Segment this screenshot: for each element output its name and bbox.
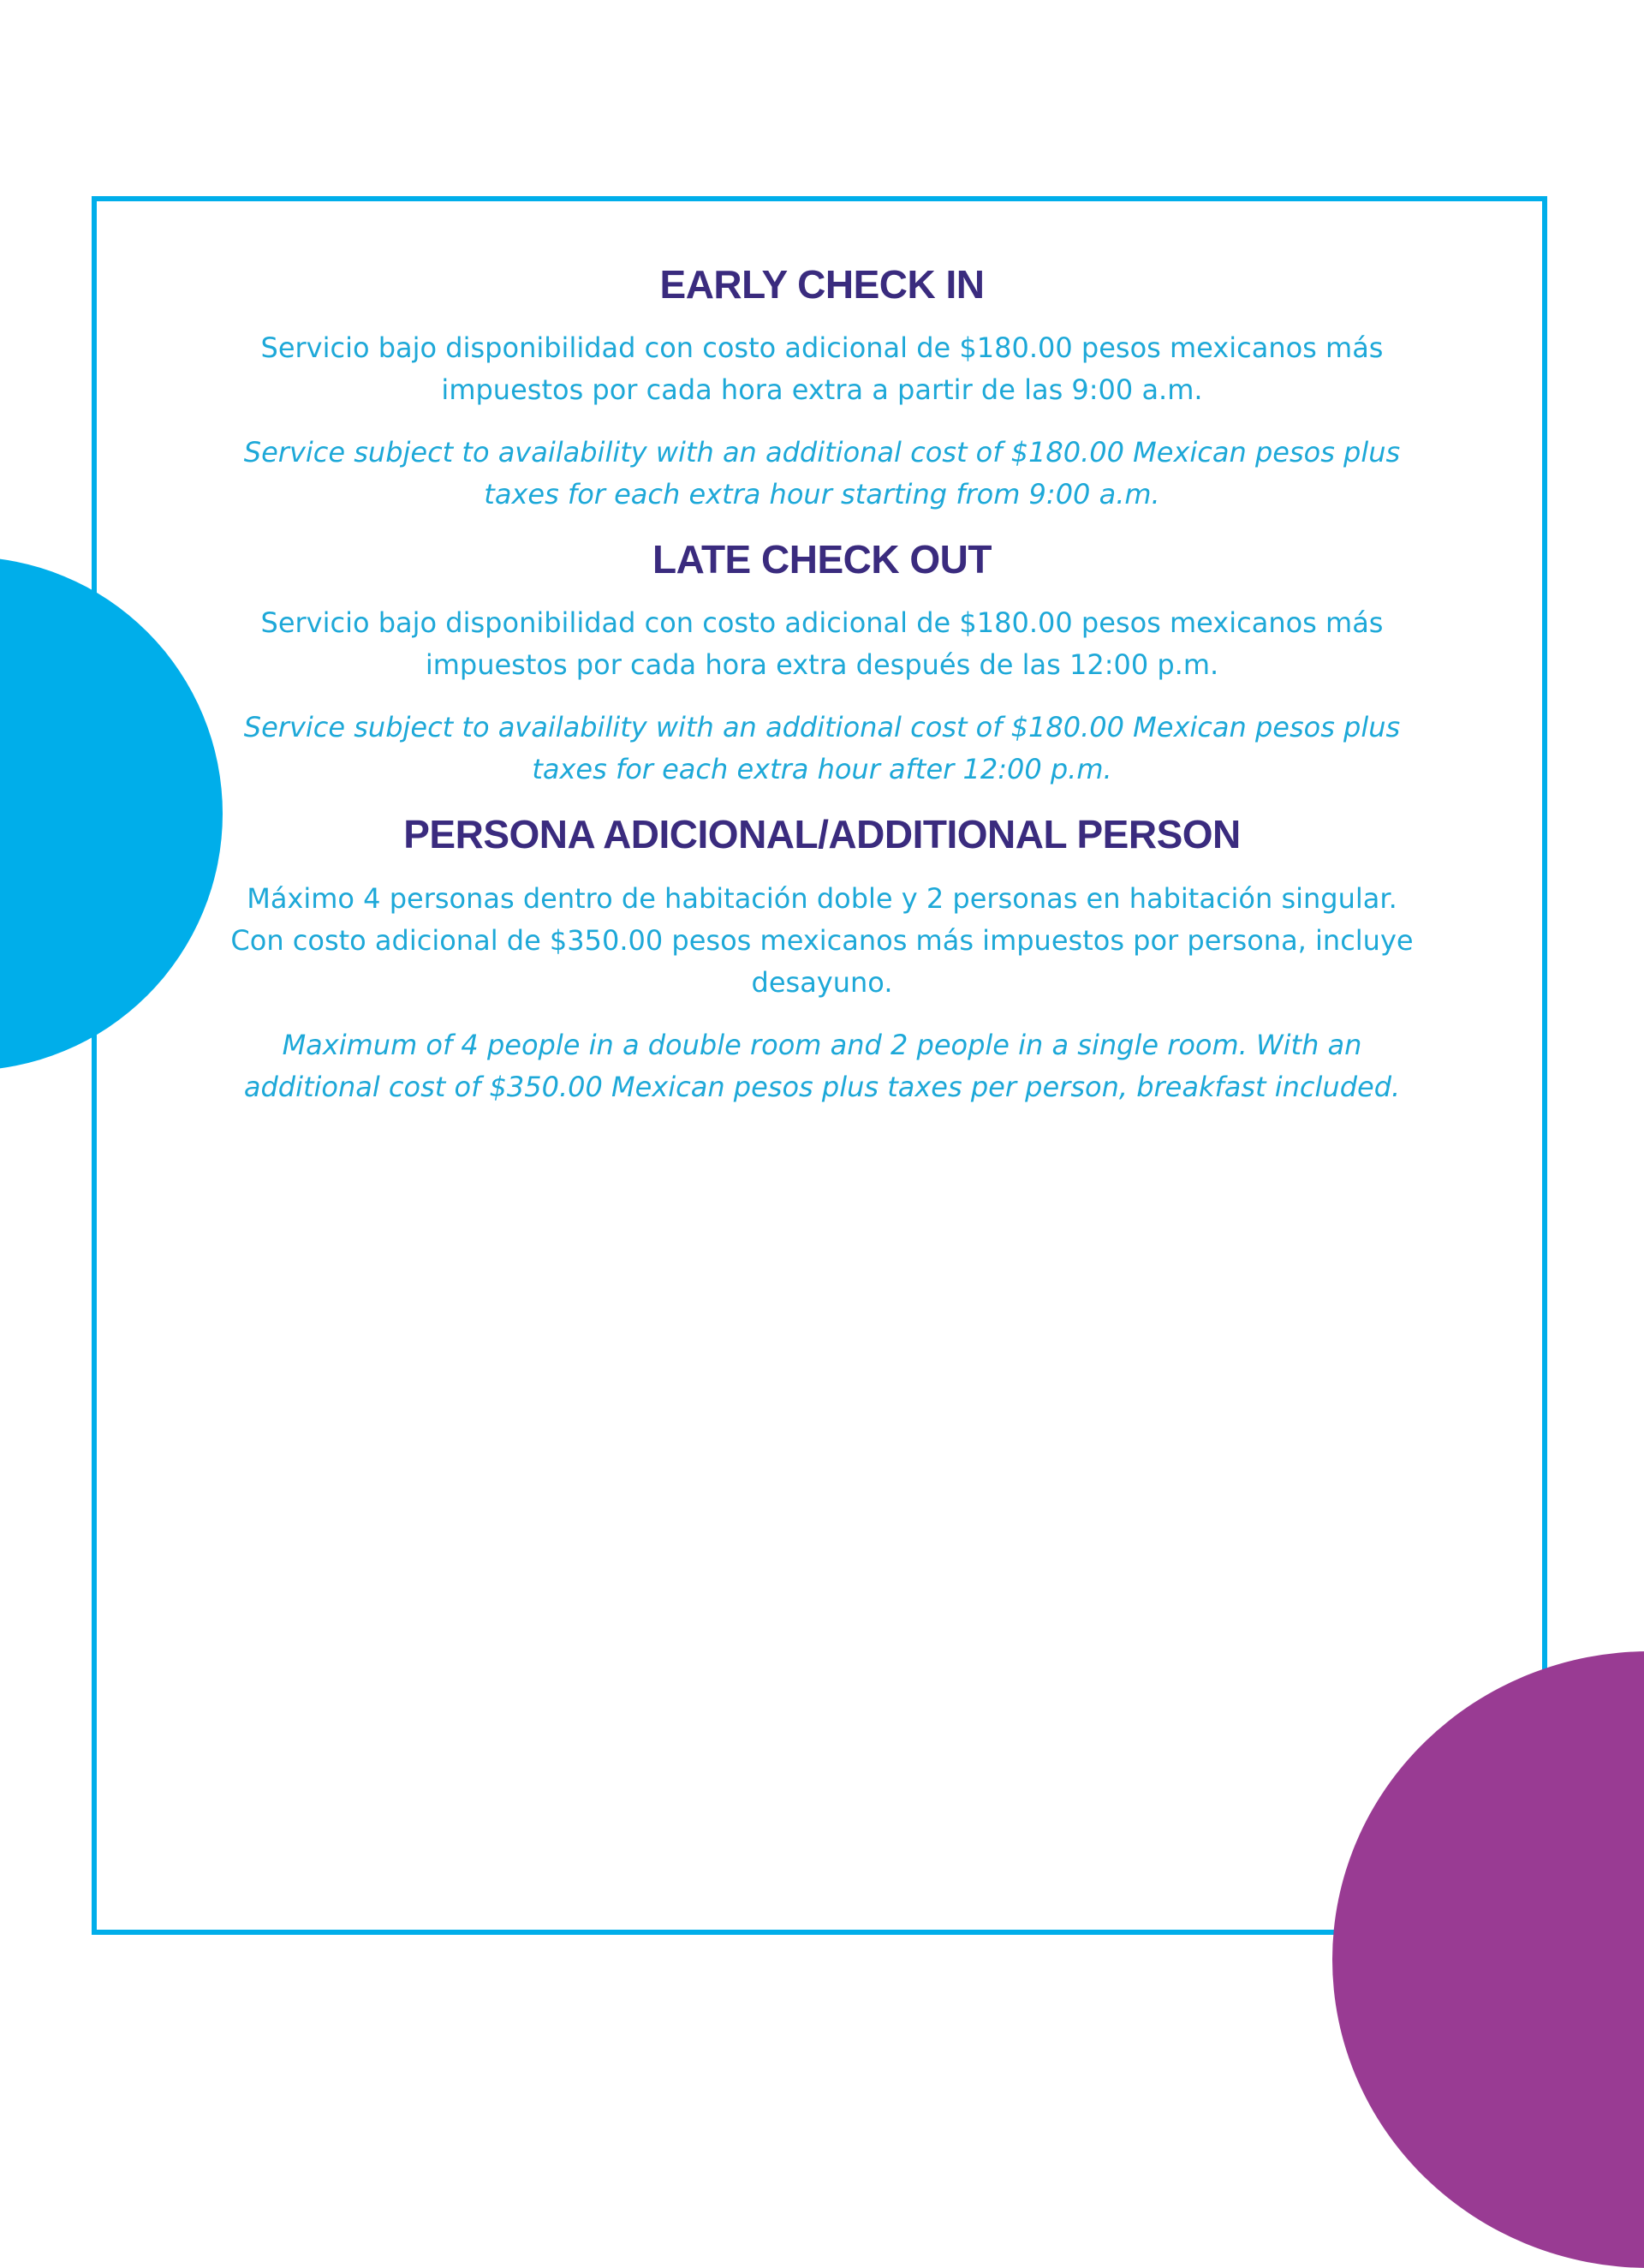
section-additional-person (223, 811, 1421, 1107)
policy-content (223, 261, 1421, 1129)
early-check-in-heading: EARLY CHECK IN (659, 262, 985, 307)
additional-person-heading: PERSONA ADICIONAL/ADDITIONAL PERSON (403, 812, 1241, 857)
early-check-in-spanish: Servicio bajo disponibilidad con costo adicional de $180.00 pesos mexicanos más impuestos por cada hora extra a partir de las 9:00 a.m. (260, 331, 1384, 407)
additional-person-english: Maximum of 4 people in a double room and 2 people in a single room. With an additional cost of $350.00 Mexican pesos plus taxes per person, breakfast included. (243, 1028, 1401, 1103)
late-check-out-english: Service subject to availability with an additional cost of $180.00 Mexican pesos plus taxes for each extra hour after 12:00 p.m. (243, 711, 1401, 786)
late-check-out-heading: LATE CHECK OUT (652, 537, 992, 582)
late-check-out-spanish: Servicio bajo disponibilidad con costo adicional de $180.00 pesos mexicanos más impuestos por cada hora extra después de las 12:00 p.m. (260, 606, 1384, 682)
additional-person-spanish: Máximo 4 personas dentro de habitación doble y 2 personas en habitación singular. Con costo adicional de $350.00 pesos mexicanos más impuestos por persona, incluye desayuno. (230, 881, 1414, 999)
section-late-check-out (223, 536, 1421, 791)
section-early-check-in (223, 261, 1421, 516)
early-check-in-english: Service subject to availability with an additional cost of $180.00 Mexican pesos plus taxes for each extra hour starting from 9:00 a.m. (243, 436, 1401, 511)
